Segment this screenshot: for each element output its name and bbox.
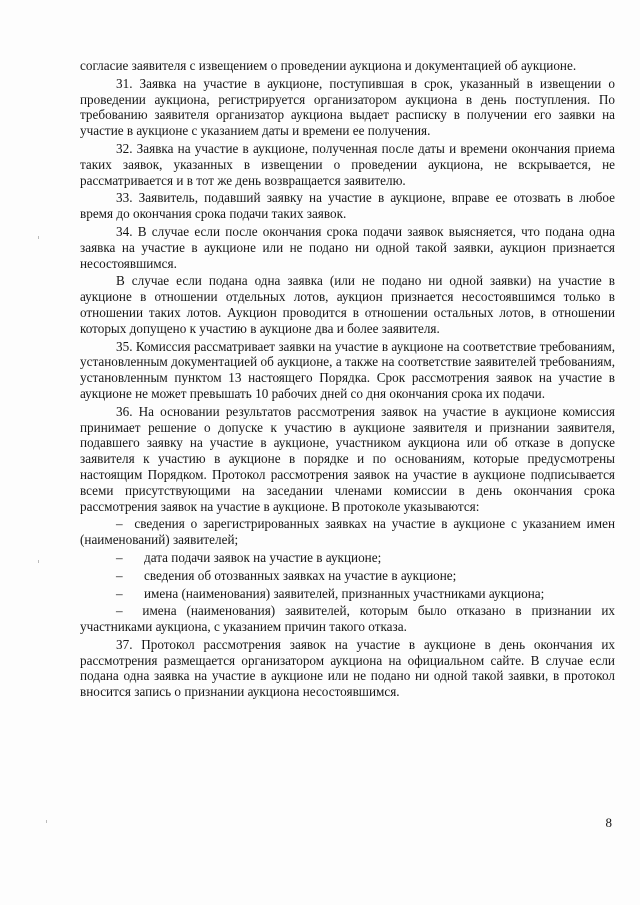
paragraph-31: 31. Заявка на участие в аукционе, поступившая в срок, указанный в извещении о проведении аукциона, регистрируется организатором аукциона в день поступления. По требованию заявителя организатор аукциона выдает расписку в получении его заявки на участие в аукционе с указанием даты и времени ее получения. bbox=[80, 75, 615, 139]
dash-marker: – bbox=[116, 516, 123, 532]
paragraph-continuation: согласие заявителя с извещением о проведении аукциона и документацией об аукционе. bbox=[80, 58, 577, 73]
list-item-text: дата подачи заявок на участие в аукционе; bbox=[144, 549, 382, 565]
paragraph-33: 33. Заявитель, подавший заявку на участие в аукционе, вправе ее отозвать в любое время до окончания срока подачи таких заявок. bbox=[80, 190, 615, 222]
list-item bbox=[80, 568, 615, 584]
list-item bbox=[80, 550, 615, 566]
paragraph-35: 35. Комиссия рассматривает заявки на участие в аукционе на соответствие требованиям, установленным документацией об аукционе, а также на соответствие заявителей требованиям, установленным пунктом 13 настоящего Порядка. Срок рассмотрения заявок на участие в аукционе не может превышать 10 рабочих дней со дня окончания срока их подачи. bbox=[80, 338, 615, 401]
list-item-text: имена (наименования) заявителей, которым было отказано в признании их участниками аукциона, с указанием причин такого отказа. bbox=[80, 603, 616, 635]
scan-mark bbox=[38, 236, 39, 239]
dash-marker: – bbox=[116, 567, 123, 583]
list-item bbox=[80, 516, 615, 548]
document-body bbox=[80, 58, 615, 702]
page-number: 8 bbox=[605, 815, 612, 830]
paragraph-32: 32. Заявка на участие в аукционе, полученная после даты и времени окончания приема таких заявок, указанных в извещении о проведении аукциона, не вскрывается, не рассматривается и в тот же день возвращается заявителю. bbox=[80, 140, 615, 188]
list-item-text: сведения об отозванных заявках на участие в аукционе; bbox=[144, 567, 457, 583]
list-item-text: сведения о зарегистрированных заявках на участие в аукционе с указанием имен (наименований) заявителей; bbox=[80, 516, 615, 548]
list-item bbox=[80, 586, 615, 602]
scan-mark bbox=[38, 560, 39, 563]
paragraph-34-second: В случае если подана одна заявка (или не подано ни одной заявки) на участие в аукционе в отношении отдельных лотов, аукцион признается несостоявшимся только в отношении таких лотов. Аукцион проводится в отношении остальных лотов, в отношении которых допущено к участию в аукционе два и более заявителя. bbox=[80, 273, 615, 336]
list-item bbox=[80, 603, 615, 635]
dash-marker: – bbox=[116, 549, 123, 565]
list-item-text: имена (наименования) заявителей, признанных участниками аукциона; bbox=[144, 585, 545, 601]
dash-marker: – bbox=[116, 603, 123, 619]
dash-marker: – bbox=[116, 585, 123, 601]
paragraph-34: 34. В случае если после окончания срока подачи заявок выясняется, что подана одна заявка на участие в аукционе или не подано ни одной такой заявки, аукцион признается несостоявшимся. bbox=[80, 223, 615, 271]
paragraph-37: 37. Протокол рассмотрения заявок на участие в аукционе в день окончания их рассмотрения размещается организатором аукциона на официальном сайте. В случае если подана одна заявка на участие в аукционе или не подано ни одной такой заявки, в протокол вносится запись о признании аукциона несостоявшимся. bbox=[80, 636, 615, 700]
scan-mark bbox=[46, 820, 47, 823]
paragraph-36: 36. На основании результатов рассмотрения заявок на участие в аукционе комиссия принимает решение о допуске к участию в аукционе заявителя и признании заявителя, подавшего заявку на участие в аукционе, участником аукциона или об отказе в допуске заявителя к участию в аукционе в порядке и по основаниям, которые предусмотрены настоящим Порядком. Протокол рассмотрения заявок на участие в аукционе подписывается всеми присутствующими на заседании членами комиссии в день окончания срока рассмотрения заявок на участие в аукционе. В протоколе указываются: bbox=[80, 403, 615, 514]
